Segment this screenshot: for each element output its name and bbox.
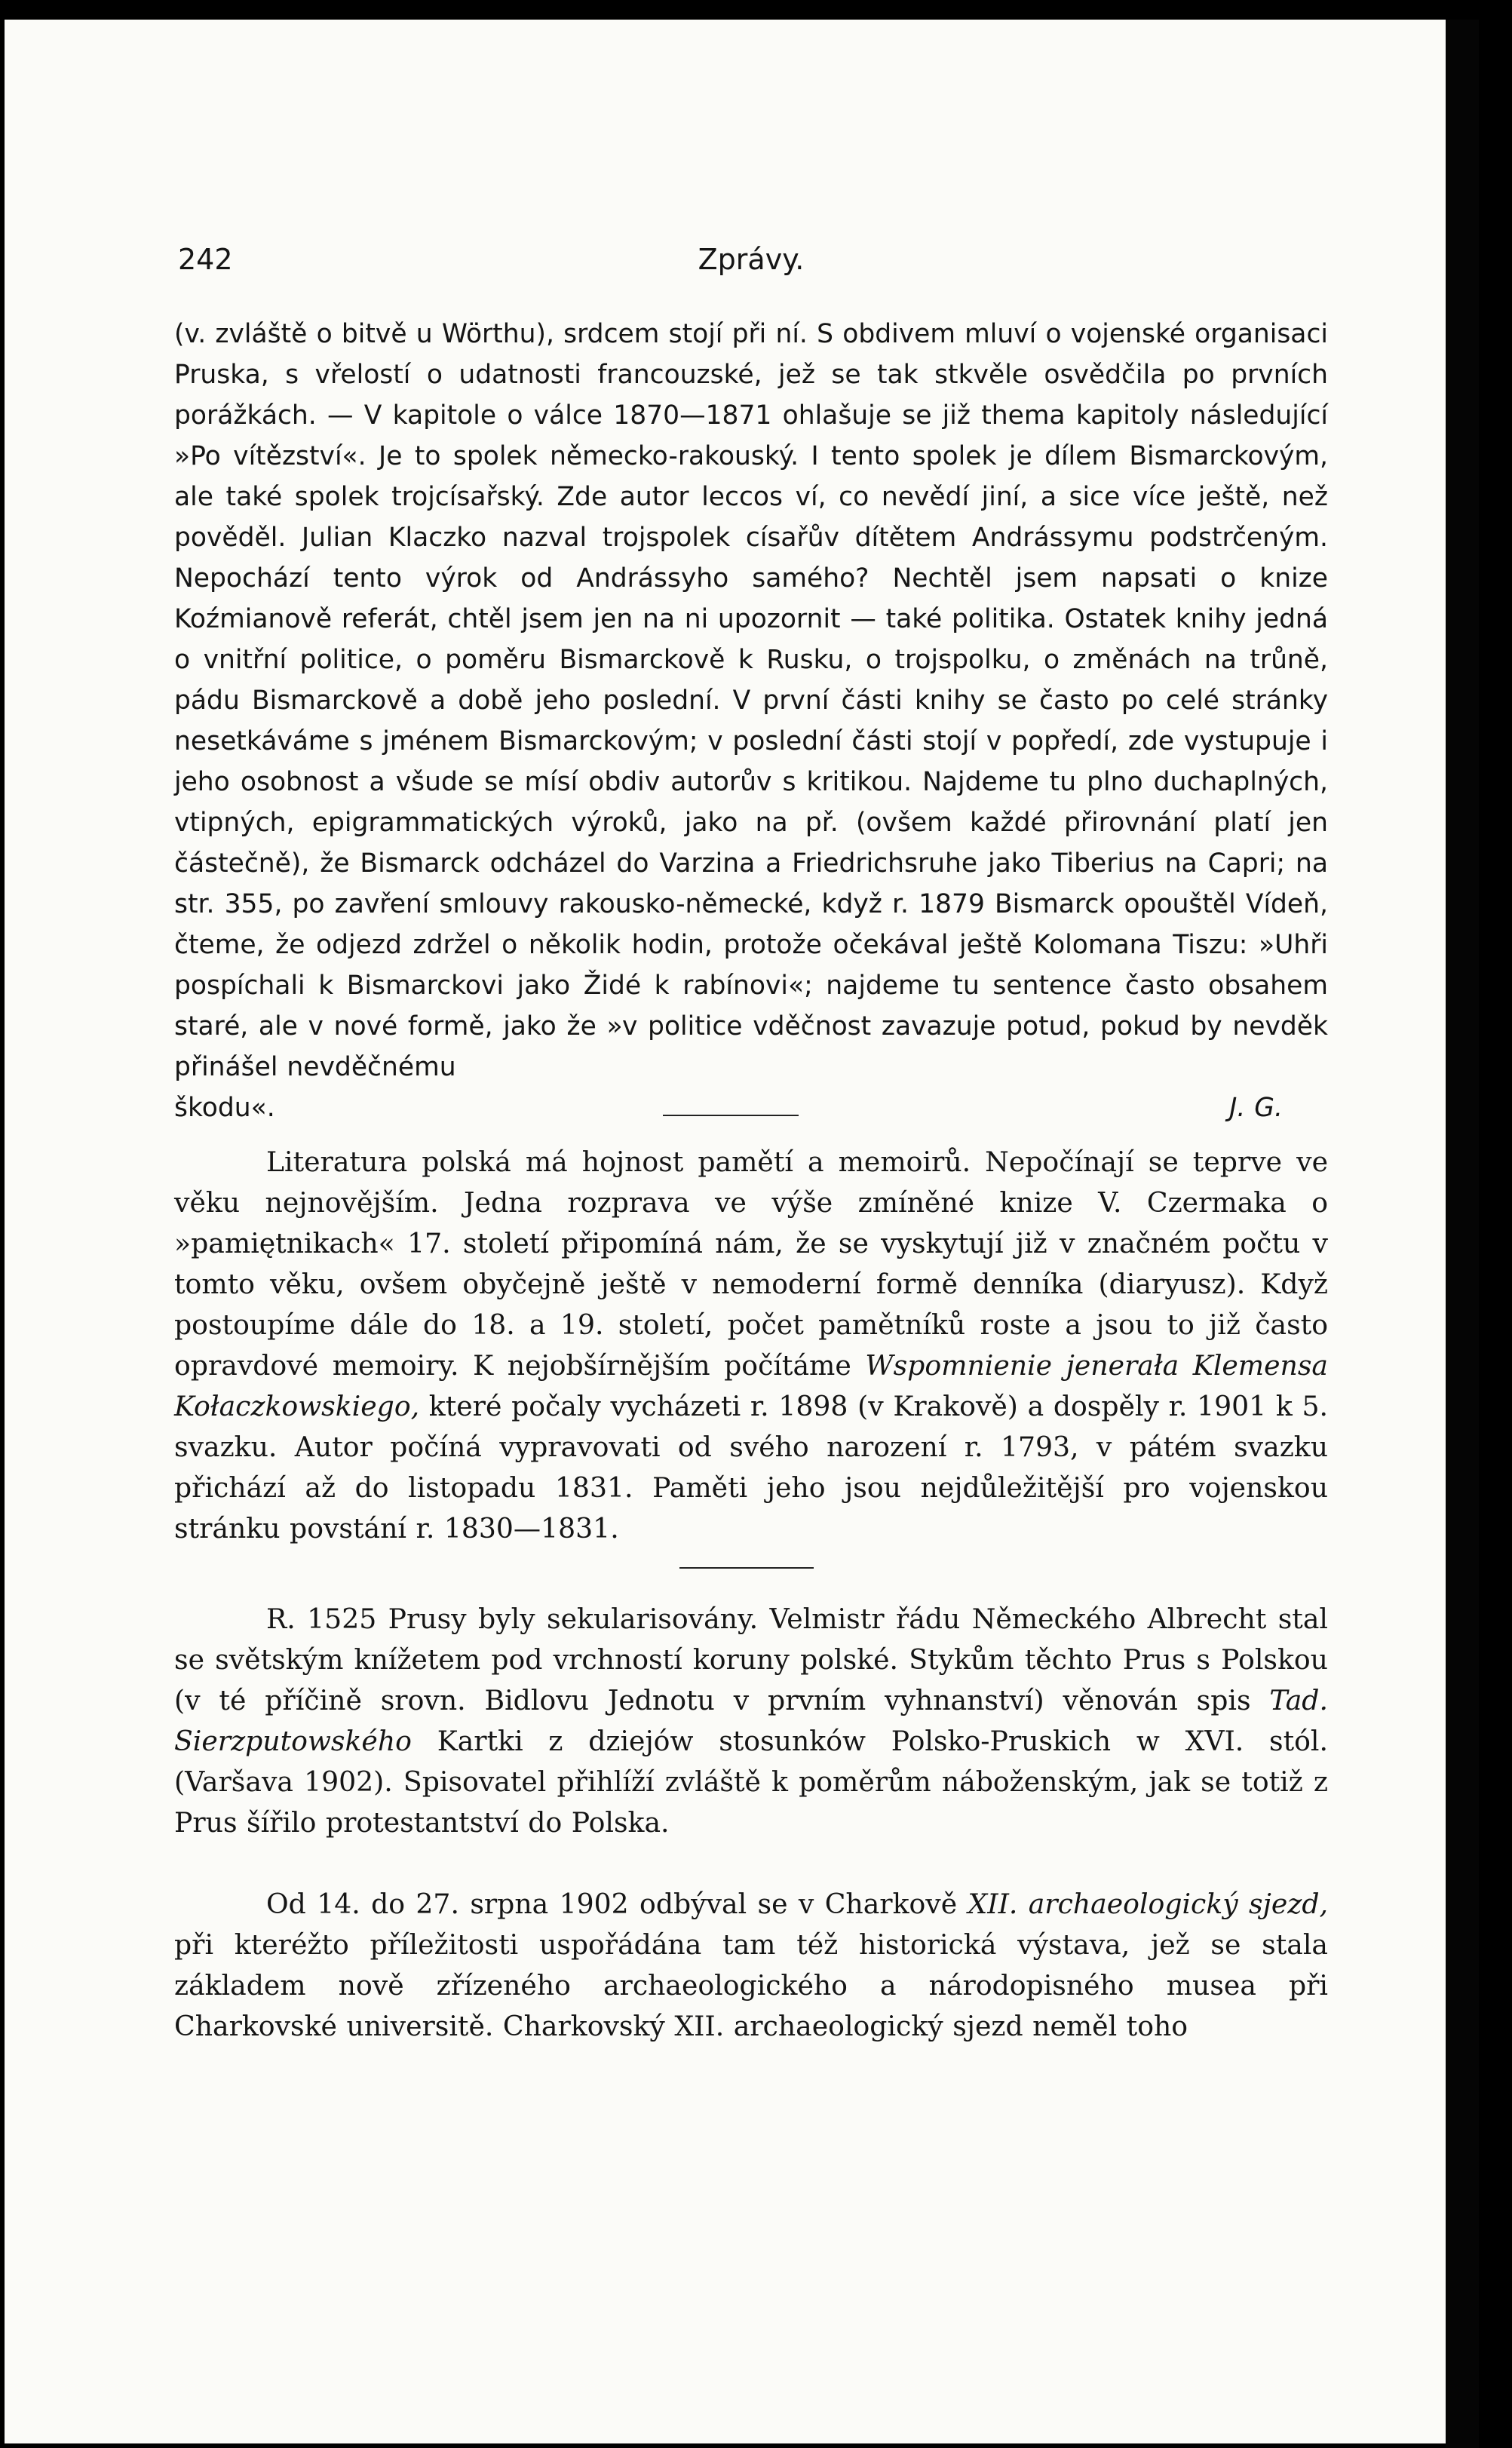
page-content <box>174 243 1328 2047</box>
book-title: Wspomnienie jenerała Klemensa Kołaczkowskiego, <box>174 1349 1328 1422</box>
author-name: Tad. Sierzputowského <box>174 1684 1328 1757</box>
paragraph-text: R. 1525 Prusy byly sekularisovány. Velmistr řádu Německého Albrecht stal se světským knížetem pod vrchností koruny polské. Stykům těchto Prus s Polskou (v té příčině srovn. Bidlovu Jednotu v prvním vyhnanství) věnován spis <box>174 1603 1328 1716</box>
paragraph-text: (v. zvláště o bitvě u Wörthu), srdcem stojí při ní. S obdivem mluví o vojenské organisaci Pruska, s vřelostí o udatnosti francouzské, jež se tak stkvěle osvědčila po prvních porážkách. — V kapitole o válce 1870—1871 ohlašuje se již thema kapitoly následující »Po vítězství«. Je to spolek německo-rakouský. I tento spolek je dílem Bismarckovým, ale také spolek trojcísařský. Zde autor leccos ví, co nevědí jiní, a sice více ještě, než pověděl. Julian Klaczko nazval trojspolek císařův dítětem Andrássymu podstrčeným. Nepochází tento výrok od Andrássyho samého? Nechtěl jsem napsati o knize Koźmianově referát, chtěl jsem jen na ni upozornit — také politika. Ostatek knihy jedná o vnitřní politice, o poměru Bismarckově k Rusku, o trojspolku, o změnách na trůně, pádu Bismarckově a době jeho poslední. V první části knihy se často po celé stránky nesetkáváme s jménem Bismarckovým; v poslední části stojí v popředí, zde vystupuje i jeho osobnost a všude se mísí obdiv autorův s kritikou. Najdeme tu plno duchaplných, vtipných, epigrammatických výroků, jako na př. (ovšem každé přirovnání platí jen částečně), že Bismarck odcházel do Varzina a Friedrichsruhe jako Tiberius na Capri; na str. 355, po zavření smlouvy rakousko-německé, když r. 1879 Bismarck opouštěl Vídeň, čteme, že odjezd zdržel o několik hodin, protože očekával ještě Kolomana Tiszu: »Uhři pospíchali k Bismarckovi jako Židé k rabínovi«; najdeme tu sentence často obsahem staré, ale v nové formě, jako že »v politice vděčnost zavazuje potud, pokud by nevděk přinášel nevděčnému <box>174 319 1328 1082</box>
paragraph-prussia <box>174 1599 1328 1843</box>
paragraph-koźmian-review <box>174 314 1328 1087</box>
page-edge-shadow <box>1446 20 1479 2448</box>
scanned-page <box>5 20 1479 2443</box>
paragraph-text: Od 14. do 27. srpna 1902 odbýval se v Charkově <box>266 1888 958 1920</box>
page-number: 242 <box>178 243 233 276</box>
section-separator <box>663 1115 799 1116</box>
review-closing-line <box>174 1087 1328 1128</box>
paragraph-text: Kartki z dziejów stosunków Polsko-Pruskich w XVI. stól. (Varšava 1902). Spisovatel přihlíží zvláště k poměrům náboženským, jak se totiž z Prus šířilo protestantství do Polska. <box>174 1725 1328 1839</box>
paragraph-last-line: škodu«. <box>174 1093 275 1123</box>
running-header <box>174 243 1328 291</box>
section-separator <box>679 1567 814 1569</box>
paragraph-polish-memoirs <box>174 1142 1328 1549</box>
congress-title: XII. archaeologický sjezd, <box>968 1888 1328 1920</box>
paragraph-text: při kteréžto příležitosti uspořádána tam též historická výstava, jež se stala základem nově zřízeného archaeologického a národopisného musea při Charkovské universitě. Charkovský XII. archaeologický sjezd neměl toho <box>174 1928 1328 2042</box>
paragraph-text: Literatura polská má hojnost pamětí a memoirů. Nepočínají se teprve ve věku nejnovějším. Jedna rozprava ve výše zmíněné knize V. Czermaka o »pamiętnikach« 17. století připomíná nám, že se vyskytují již v značném počtu v tomto věku, ovšem obyčejně ještě v nemoderní formě denníka (diaryusz). Když postoupíme dále do 18. a 19. století, počet pamětníků roste a jsou to již často opravdové memoiry. K nejobšírnějším počítáme <box>174 1146 1328 1382</box>
author-signature: J. G. <box>1229 1093 1283 1123</box>
running-title: Zprávy. <box>698 243 805 276</box>
paragraph-charkov-congress <box>174 1884 1328 2047</box>
paragraph-text: které počaly vycházeti r. 1898 (v Krakově) a dospěly r. 1901 k 5. svazku. Autor počíná vypravovati od svého narození r. 1793, v pátém svazku přichází až do listopadu 1831. Paměti jeho jsou nejdůležitější pro vojenskou stránku povstání r. 1830—1831. <box>174 1390 1328 1545</box>
